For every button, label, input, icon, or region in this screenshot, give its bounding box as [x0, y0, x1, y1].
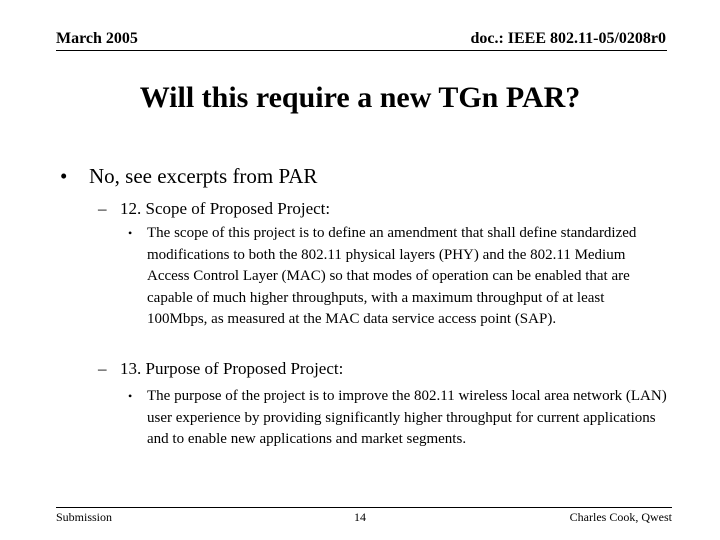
item-13-purpose-heading: [98, 358, 343, 380]
page-number: 14: [354, 510, 366, 524]
bullet-marker: •: [128, 226, 133, 240]
bullet-level1: [60, 163, 317, 189]
bullet-marker: •: [60, 164, 68, 188]
header-divider: [56, 50, 667, 51]
bullet-text: No, see excerpts from PAR: [89, 164, 318, 188]
slide-title: Will this require a new TGn PAR?: [139, 81, 581, 114]
scope-text: The scope of this project is to define an amendment that shall define standardized modifications to both the 802.11 physical layers (PHY) and the 802.11 Medium Access Control Layer (MAC) so that modes of operation can be enabled that are capable of much higher throughputs, with a maximum throughput of at least 100Mbps, as measured at the MAC data service access point (SAP).: [147, 225, 637, 327]
purpose-paragraph: [128, 386, 668, 451]
footer-author: Charles Cook, Qwest: [569, 510, 672, 524]
item-12-scope-heading: [98, 198, 330, 220]
footer-divider: [56, 507, 672, 508]
footer-submission: Submission: [56, 510, 113, 524]
purpose-text: The purpose of the project is to improve the 802.11 wireless local area network (LAN) user experience by providing significantly higher throughput for current applications and to enable new applications and market segments.: [147, 388, 667, 447]
dash-marker: –: [98, 359, 107, 378]
dash-marker: –: [98, 199, 107, 218]
scope-paragraph: [128, 223, 668, 331]
bullet-marker: •: [128, 389, 133, 403]
header-date: March 2005: [56, 30, 138, 47]
header-doc-id: doc.: IEEE 802.11-05/0208r0: [470, 30, 666, 47]
item-13-text: 13. Purpose of Proposed Project:: [120, 359, 344, 378]
item-12-text: 12. Scope of Proposed Project:: [120, 199, 331, 218]
